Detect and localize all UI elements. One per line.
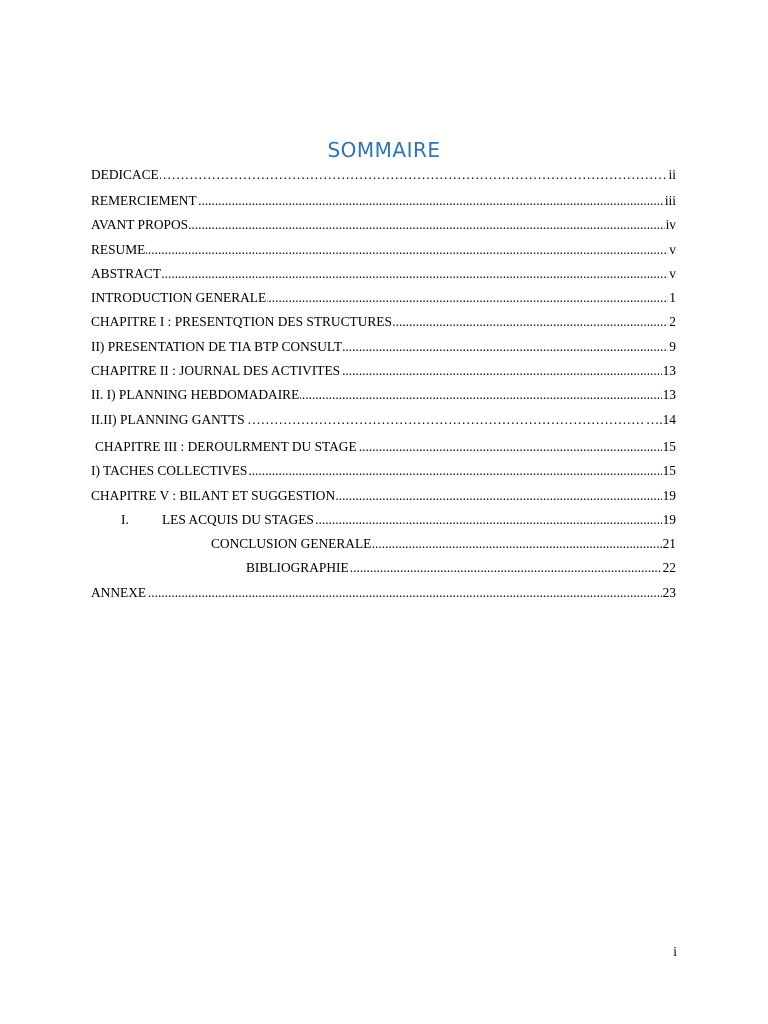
page-title: SOMMAIRE bbox=[327, 138, 441, 162]
footer-page-number: i bbox=[673, 944, 677, 959]
toc-entry-title: CHAPITRE V : BILANT ET SUGGESTION bbox=[91, 487, 336, 503]
toc-entry-title: CHAPITRE I : PRESENTQTION DES STRUCTURES bbox=[91, 314, 392, 330]
toc-entry-page: 19 bbox=[662, 484, 676, 508]
toc-entry-title: INTRODUCTION GENERALE bbox=[91, 290, 267, 306]
toc-entry-title: ABSTRACT bbox=[91, 265, 161, 281]
toc-entry-page: 13 bbox=[662, 359, 676, 383]
toc-entry-title: REMERCIEMENT bbox=[91, 193, 197, 208]
dot-leader bbox=[91, 262, 676, 286]
dot-leader bbox=[91, 581, 676, 605]
toc-entry-chapitre-3[interactable] bbox=[91, 435, 676, 459]
toc-entry-title: ANNEXE bbox=[91, 584, 147, 600]
toc-entry-planning-hebdomadaire[interactable] bbox=[91, 383, 676, 407]
toc-entry-page: 19 bbox=[662, 508, 676, 532]
toc-entry-abstract[interactable] bbox=[91, 262, 676, 286]
toc-entry-title: BIBLIOGRAPHIE bbox=[91, 560, 350, 575]
toc-entry-page: 15 bbox=[662, 459, 676, 483]
toc-entry-title: II.II) PLANNING GANTTS bbox=[91, 411, 245, 427]
toc-entry-title: AVANT PROPOS bbox=[91, 217, 189, 233]
toc-entry-title: II) PRESENTATION DE TIA BTP CONSULT bbox=[91, 338, 342, 354]
toc-entry-taches-collectives[interactable] bbox=[91, 459, 676, 483]
toc-entry-avant-propos[interactable] bbox=[91, 213, 676, 237]
toc-entry-title: DEDICACE bbox=[91, 167, 159, 182]
toc-entry-page: v bbox=[668, 238, 676, 262]
toc-entry-title: CONCLUSION GENERALE bbox=[91, 536, 372, 551]
toc-entry-remerciement[interactable] bbox=[91, 189, 676, 213]
toc-entry-introduction-generale[interactable] bbox=[91, 286, 676, 310]
toc-entry-chapitre-5[interactable] bbox=[91, 484, 676, 508]
toc-entry-title: CHAPITRE II : JOURNAL DES ACTIVITES bbox=[91, 363, 341, 379]
toc-entry-page: 2 bbox=[668, 310, 676, 334]
toc-entry-page: ….14 bbox=[645, 408, 676, 432]
toc-entry-resume[interactable] bbox=[91, 238, 676, 262]
toc-entry-title bbox=[91, 512, 315, 527]
toc-entry-chapitre-1[interactable] bbox=[91, 310, 676, 334]
toc-entry-chapitre-2[interactable] bbox=[91, 359, 676, 383]
toc-entry-page: 13 bbox=[662, 383, 676, 407]
toc-entry-page: 21 bbox=[662, 532, 676, 556]
toc-entry-title: RESUME bbox=[91, 241, 146, 257]
toc-entry-title: CHAPITRE III : DEROULRMENT DU STAGE bbox=[91, 439, 358, 454]
toc-entry-annexe[interactable] bbox=[91, 581, 676, 605]
toc-entry-presentation-tia[interactable] bbox=[91, 335, 676, 359]
toc-entry-page: iv bbox=[665, 213, 676, 237]
toc-entry-planning-gantts[interactable] bbox=[91, 408, 676, 432]
toc-entry-page: iii bbox=[664, 189, 676, 213]
toc-entry-conclusion-generale[interactable] bbox=[91, 532, 676, 556]
toc-entry-title: II. I) PLANNING HEBDOMADAIRE bbox=[91, 387, 300, 403]
toc-entry-bibliographie[interactable] bbox=[91, 556, 676, 580]
toc-entry-page: 15 bbox=[662, 435, 676, 459]
toc-entry-page: 1 bbox=[668, 286, 676, 310]
toc-entry-number: I. bbox=[121, 511, 129, 527]
toc-entry-page: 9 bbox=[668, 335, 676, 359]
toc-entry-title: I) TACHES COLLECTIVES bbox=[91, 463, 248, 479]
dot-leader bbox=[91, 238, 676, 262]
toc-entry-acquis-du-stages[interactable] bbox=[91, 508, 676, 532]
toc-entry-label: LES ACQUIS DU STAGES bbox=[162, 511, 314, 527]
dot-leader bbox=[91, 163, 676, 187]
table-of-contents bbox=[91, 163, 676, 605]
toc-entry-page: v bbox=[668, 262, 676, 286]
toc-entry-page: 23 bbox=[662, 581, 676, 605]
toc-entry-page: ii bbox=[668, 163, 676, 187]
toc-entry-dedicace[interactable] bbox=[91, 163, 676, 189]
toc-entry-page: 22 bbox=[662, 556, 676, 580]
